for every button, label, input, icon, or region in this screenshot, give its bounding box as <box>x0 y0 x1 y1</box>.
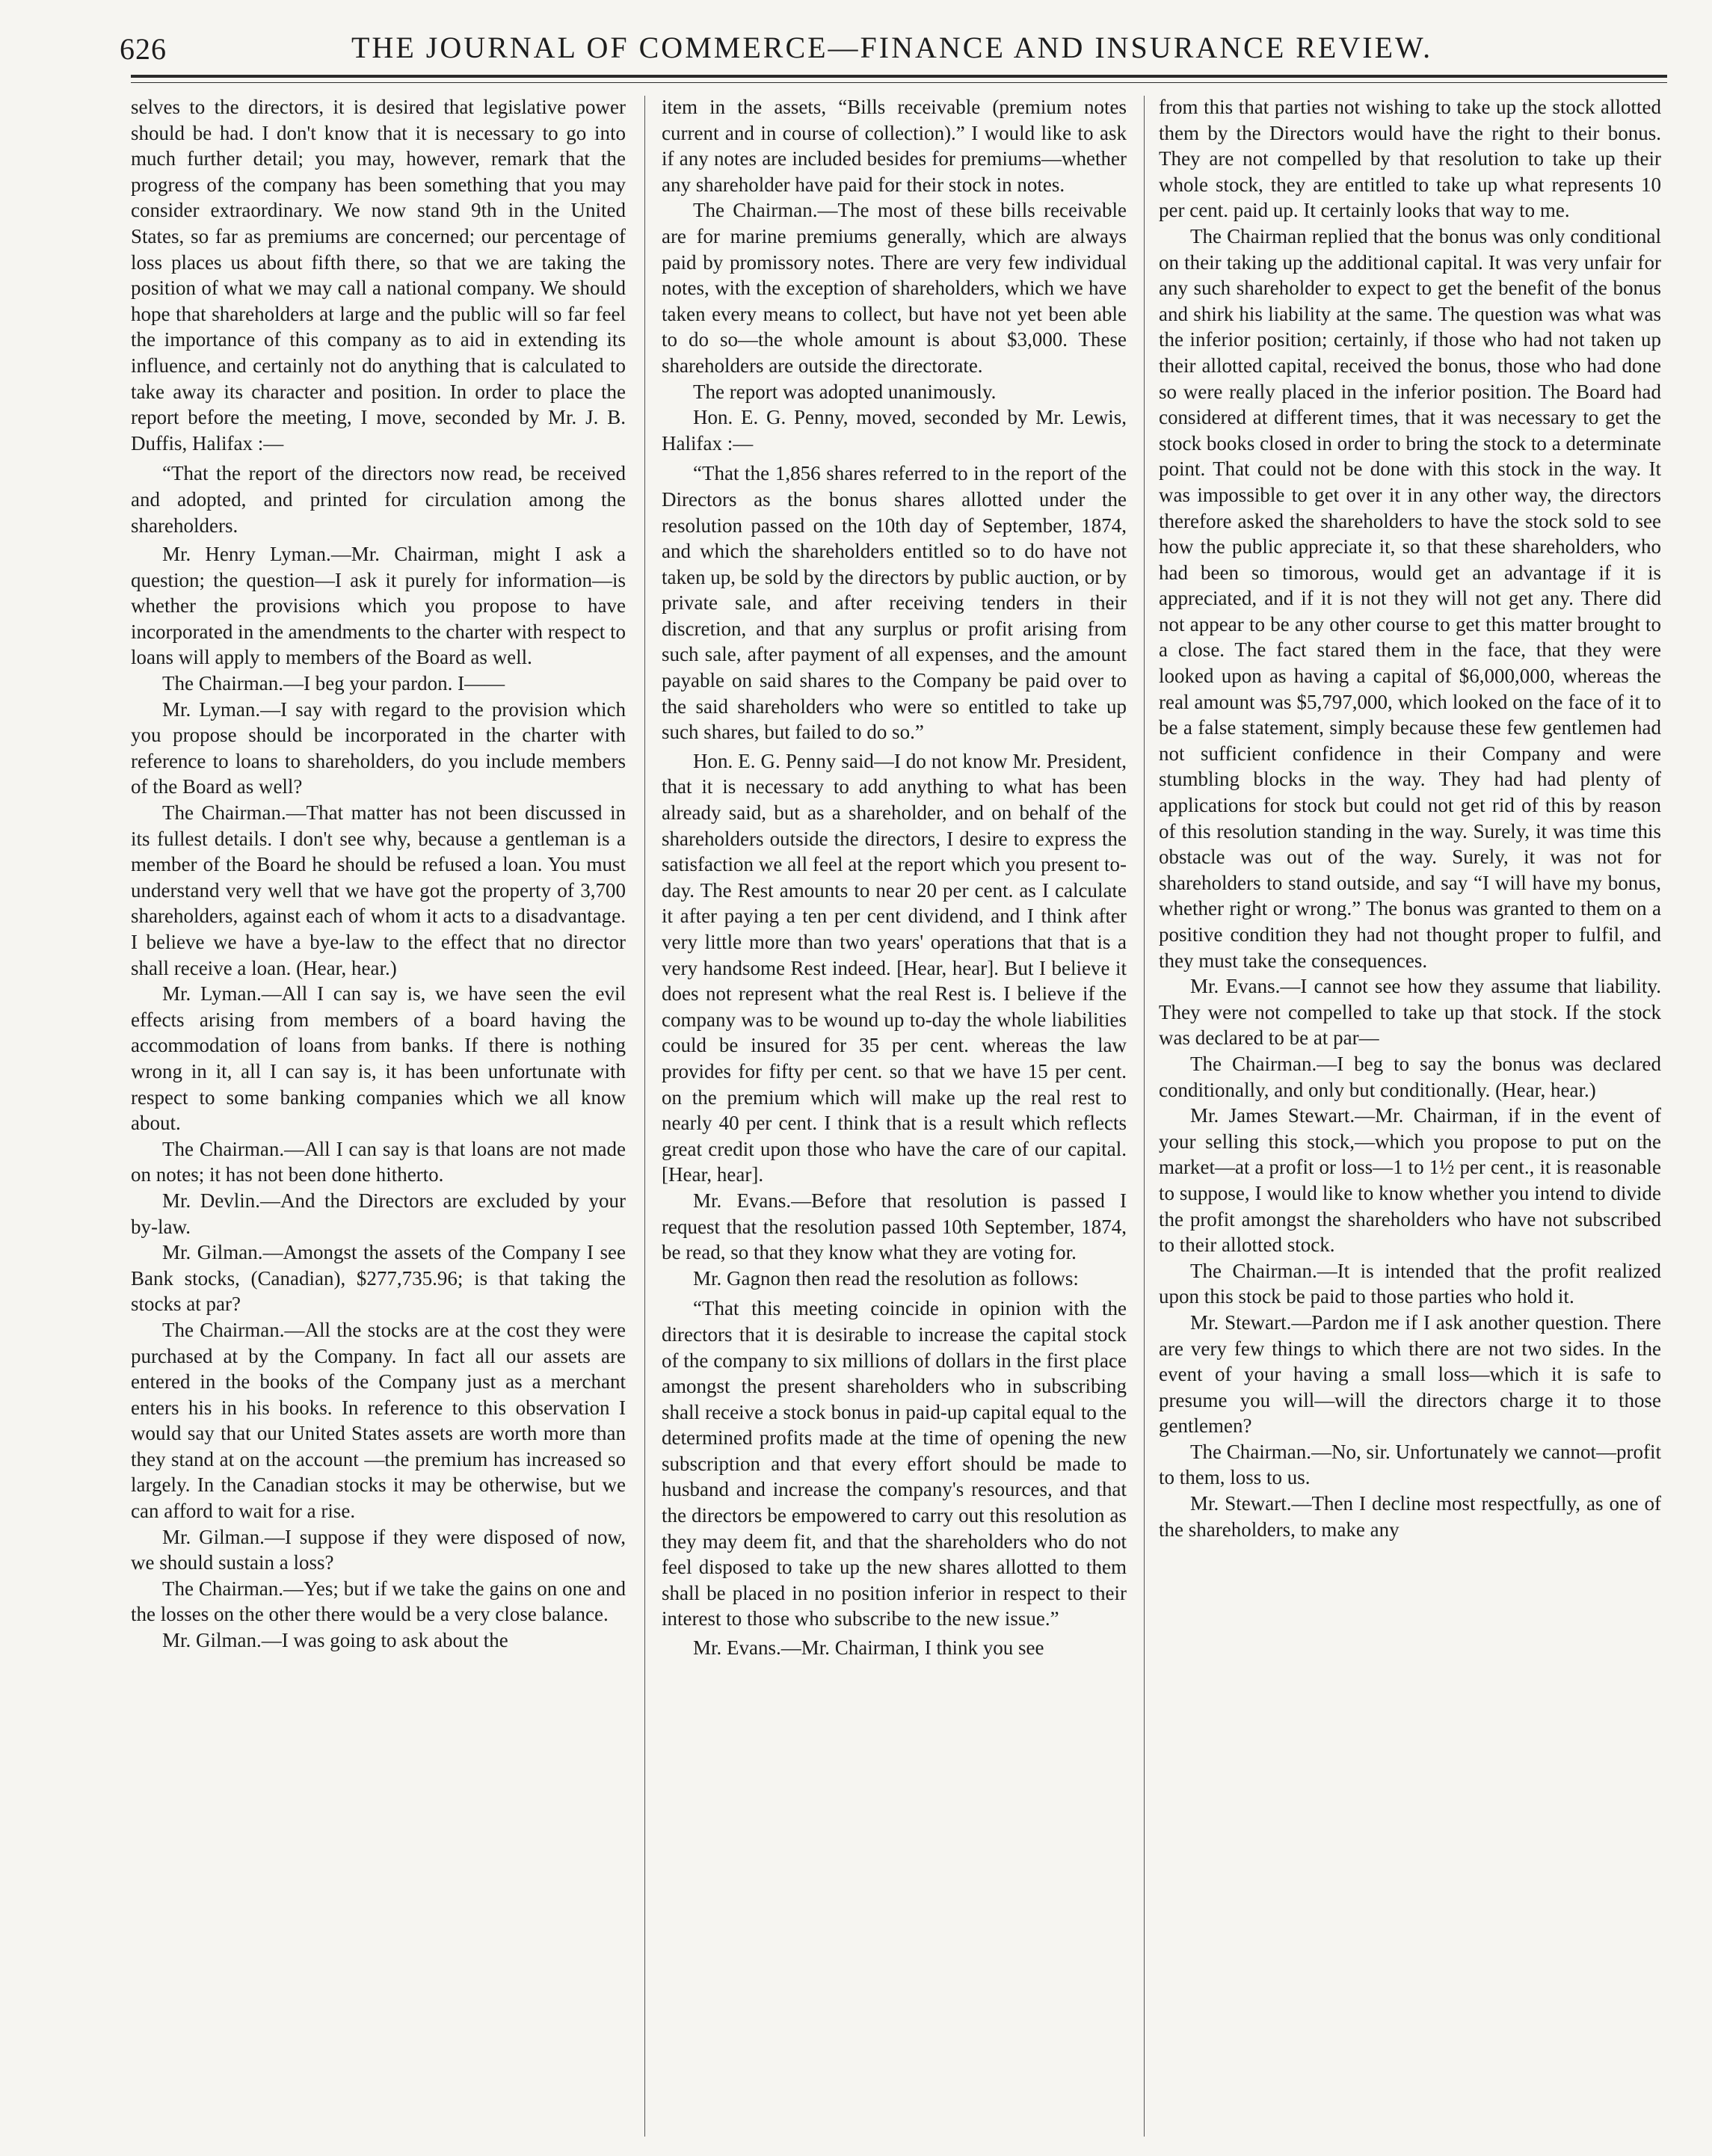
paragraph-quote: “That this meeting coincide in opinion with the directors that it is desirable to increase the capital stock of the company to six millions of dollars in the first place amongst the present shareholders who in subscribing shall receive a stock bonus in paid-up capital equal to the determined profits made at the time of opening the new subscription and that every effort should be made to husband and increase the company's resources, and that the directors be empowered to carry out this resolution as they may deem fit, and that the shareholders who do not feel disposed to take up the new shares allotted to them shall be placed in no position inferior in respect to their interest to those who subscribe to the new issue.” <box>662 1297 1127 1630</box>
paragraph: The Chairman.—I beg to say the bonus was declared conditionally, and only but conditionally. (Hear, hear.) <box>1159 1052 1661 1101</box>
paragraph: Mr. Lyman.—All I can say is, we have seen the evil effects arising from members of a board having the accommodation of loans from banks. If there is nothing wrong in it, all I can say is, it has been unfortunate with respect to some banking companies which we all know about. <box>131 982 626 1135</box>
paragraph: The Chairman.—The most of these bills receivable are for marine premiums generally, which are always paid by promissory notes. There are very few individual notes, with the exception of shareholders, which we have taken every means to collect, but have not yet been able to do so—the whole amount is about $3,000. These shareholders are outside the directorate. <box>662 199 1127 377</box>
paragraph: Mr. Evans.—Before that resolution is passed I request that the resolution passed 10th September, 1874, be read, so that they know what they are voting for. <box>662 1189 1127 1264</box>
column-1 <box>131 94 626 2141</box>
paragraph: Mr. James Stewart.—Mr. Chairman, if in the event of your selling this stock,—which you propose to put on the market—at a profit or loss—1 to 1½ per cent., it is reasonable to suppose, I would like to know whether you intend to divide the profit amongst the shareholders who have not subscribed to their allotted stock. <box>1159 1104 1661 1257</box>
paragraph-quote: “That the 1,856 shares referred to in the report of the Directors as the bonus shares allotted under the resolution passed on the 10th day of September, 1874, and which the shareholders entitled so to do have not taken up, be sold by the directors by public auction, or by private sale, and after receiving tenders in their discretion, and that any surplus or profit arising from such sale, after payment of all expenses, and the amount payable on said shares to the Company be paid over to the said shareholders who were so entitled to take up such shares, but failed to do so.” <box>662 462 1127 744</box>
paragraph: The Chairman.—All I can say is that loans are not made on notes; it has not been done hitherto. <box>131 1137 626 1186</box>
column-2 <box>662 94 1127 2141</box>
paragraph: Mr. Stewart.—Pardon me if I ask another question. There are very few things to which there are not two sides. In the event of your having a small loss—which it is safe to presume you will—will the directors charge it to those gentlemen? <box>1159 1310 1661 1438</box>
journal-title: THE JOURNAL OF COMMERCE—FINANCE AND INSURANCE REVIEW. <box>351 31 1433 64</box>
paragraph: Mr. Gagnon then read the resolution as follows: <box>693 1266 1079 1290</box>
paragraph: The Chairman.—It is intended that the profit realized upon this stock be paid to those parties who hold it. <box>1159 1259 1661 1308</box>
paragraph: The Chairman replied that the bonus was only conditional on their taking up the additional capital. It was very unfair for any such shareholder to expect to get the benefit of the bonus and shirk his liability at the same. The question was what was the inferior position; certainly, if those who had not taken up their allotted capital, received the bonus, those who had done so were really placed in the inferior position. The Board had considered at different times, that it was necessary to get the stock books closed in order to bring the stock to a determinate point. That could not be done with this stock in the way. It was impossible to get over it in any other way, the directors therefore asked the shareholders to have the stock sold to see how the public appreciate it, so that these shareholders, who had been so timorous, would get an advantage if it is appreciated, and if it is not they will not get any. There did not appear to be any other course to get this matter brought to a close. The fact stared them in the face, that they were looked upon as having a capital of $6,000,000, whereas the real amount was $5,797,000, which looked on the face of it to be a false statement, simply because these few gentlemen had not sufficient confidence in their Company and were stumbling blocks in the way. They had had plenty of applications for stock but could not get rid of this by reason of this resolution standing in the way. Surely, it was time this obstacle was out of the way. Surely, it was not for shareholders to stand outside, and say “I will have my bonus, whether right or wrong.” The bonus was granted to them on a positive condition they had not thought proper to fulfil, and they must take the consequences. <box>1159 224 1661 972</box>
paragraph: The report was adopted unanimously. <box>693 380 997 403</box>
paragraph-quote: “That the report of the directors now read, be received and adopted, and printed for circulation among the shareholders. <box>131 462 626 537</box>
paragraph: Mr. Evans.—Mr. Chairman, I think you see <box>693 1636 1044 1660</box>
header-rule-thick <box>131 75 1667 78</box>
paragraph: Hon. E. G. Penny said—I do not know Mr. President, that it is necessary to add anything to what has been already said, but as a shareholder, and on behalf of the shareholders outside the directors, I desire to express the satisfaction we all feel at the report which you present to-day. The Rest amounts to near 20 per cent. as I calculate it after paying a ten per cent dividend, and I think after very little more than two years' operations that that is a very handsome Rest indeed. [Hear, hear]. But I believe it does not represent what the real Rest is. I believe if the company was to be wound up to-day the whole liabilities could be insured for 35 per cent. whereas the law provides for fifty per cent. so that we have 15 per cent. on the premium which will make up the real rest to nearly 40 per cent. I think that is a result which reflects great credit upon those who have the care of our capital. [Hear, hear]. <box>662 749 1127 1186</box>
page-header <box>120 28 1675 70</box>
paragraph: The Chairman.—All the stocks are at the cost they were purchased at by the Company. In fact all our assets are entered in the books of the Company just as a merchant enters his in his books. In reference to this observation I would say that our United States assets are worth more than they stand at on the account —the premium has increased so largely. In the Canadian stocks it may be otherwise, but we can afford to wait for a rise. <box>131 1318 626 1523</box>
column-divider-left <box>644 96 645 2137</box>
paragraph: item in the assets, “Bills receivable (premium notes current and in course of collection).” I would like to ask if any notes are included besides for premiums—whether any shareholder have paid for their stock in notes. <box>662 96 1127 196</box>
paragraph: Mr. Gilman.—I was going to ask about the <box>162 1629 508 1652</box>
paragraph: The Chairman.—I beg your pardon. I—— <box>162 672 505 695</box>
paragraph: from this that parties not wishing to take up the stock allotted them by the Directors would have the right to their bonus. They are not compelled by that resolution to take up their whole stock, they are entitled to take up what represents 10 per cent. paid up. It certainly looks that way to me. <box>1159 96 1661 222</box>
header-rule-thin <box>131 82 1667 83</box>
page-number: 626 <box>120 32 167 66</box>
paragraph: The Chairman.—That matter has not been discussed in its fullest details. I don't see why, because a gentleman is a member of the Board he should be refused a loan. You must understand very well that we have got the property of 3,700 shareholders, against each of whom it acts to a disadvantage. I believe we have a bye-law to the effect that no director shall receive a loan. (Hear, hear.) <box>131 801 626 979</box>
paragraph: Mr. Gilman.—I suppose if they were disposed of now, we should sustain a loss? <box>131 1525 626 1574</box>
paragraph: Mr. Henry Lyman.—Mr. Chairman, might I ask a question; the question—I ask it purely for information—is whether the provisions which you propose to have incorporated in the amendments to the charter with respect to loans will apply to members of the Board as well. <box>131 543 626 669</box>
paragraph: Mr. Evans.—I cannot see how they assume that liability. They were not compelled to take up that stock. If the stock was declared to be at par— <box>1159 975 1661 1050</box>
paragraph: Mr. Gilman.—Amongst the assets of the Company I see Bank stocks, (Canadian), $277,735.96; is that taking the stocks at par? <box>131 1241 626 1316</box>
paragraph: Hon. E. G. Penny, moved, seconded by Mr. Lewis, Halifax :— <box>662 406 1127 455</box>
paragraph: Mr. Devlin.—And the Directors are excluded by your by-law. <box>131 1189 626 1238</box>
paragraph: Mr. Lyman.—I say with regard to the provision which you propose should be incorporated in the charter with reference to loans to shareholders, do you include members of the Board as well? <box>131 697 626 798</box>
paragraph: The Chairman.—No, sir. Unfortunately we cannot—profit to them, loss to us. <box>1159 1440 1661 1489</box>
column-3 <box>1159 94 1661 2141</box>
paragraph: The Chairman.—Yes; but if we take the gains on one and the losses on the other there would be a very close balance. <box>131 1577 626 1626</box>
paragraph: selves to the directors, it is desired that legislative power should be had. I don't know that it is necessary to go into much further detail; you may, however, remark that the progress of the company has been something that you may consider extraordinary. We now stand 9th in the United States, so far as premiums are concerned; our percentage of loss places us about fifth there, so that we are taking the position of what we may call a national company. We should hope that shareholders at large and the public will so far feel the importance of this company as to aid in extending its influence, and certainly not do anything that is calculated to take away its character and position. In order to place the report before the meeting, I move, seconded by Mr. J. B. Duffis, Halifax :— <box>131 96 626 455</box>
paragraph: Mr. Stewart.—Then I decline most respectfully, as one of the shareholders, to make any <box>1159 1492 1661 1541</box>
column-divider-right <box>1144 96 1145 2137</box>
